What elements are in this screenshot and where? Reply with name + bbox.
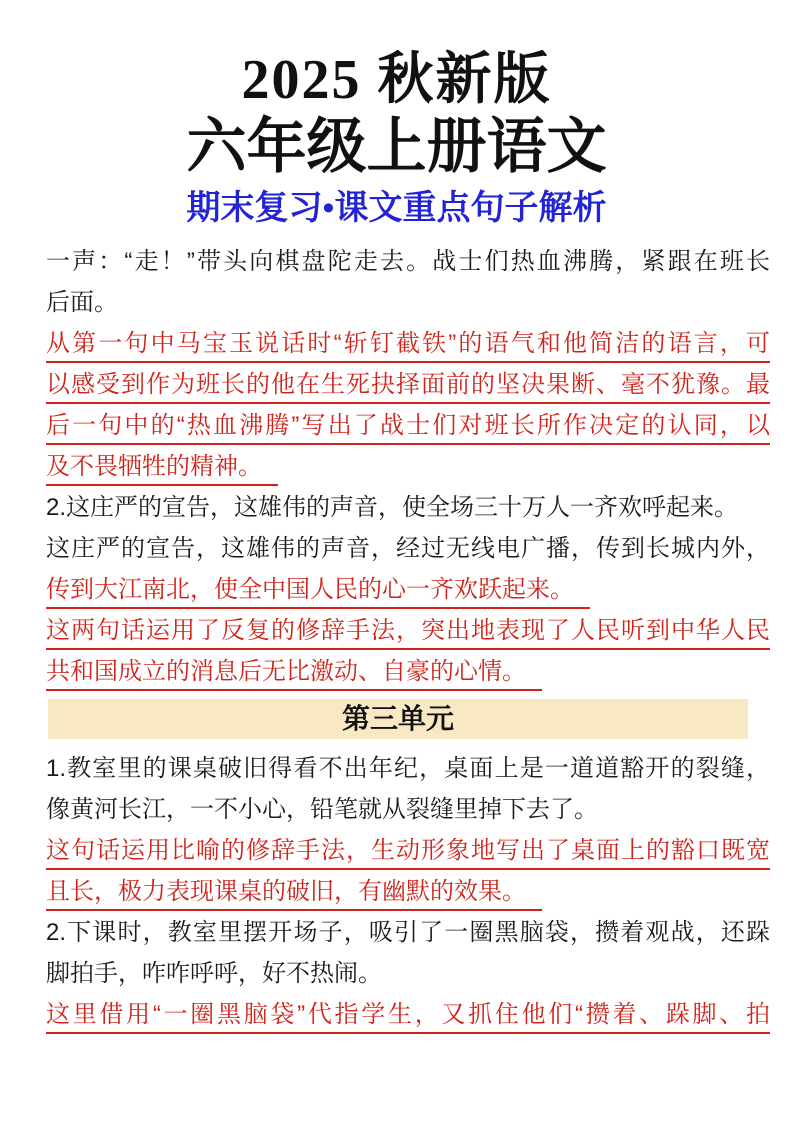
text-line <box>46 994 770 1035</box>
quote-text: 1.教室里的课桌破旧得看不出年纪，桌面上是一道道豁开的裂缝， <box>46 755 770 783</box>
analysis-text: 这里借用“一圈黑脑袋”代指学生，又抓住他们“攒着、跺脚、拍 <box>46 1001 770 1034</box>
doc-title-line1: 2025 秋新版 <box>241 49 552 111</box>
analysis-text: 从第一句中马宝玉说话时“斩钉截铁”的语气和他简洁的语言，可 <box>46 330 770 363</box>
document-header <box>0 0 793 231</box>
quote-text: 2.下课时，教室里摆开场子，吸引了一圈黑脑袋，攒着观战，还跺 <box>46 919 770 947</box>
quote-text: 一声：“走！”带头向棋盘陀走去。战士们热血沸腾，紧跟在班长 <box>46 248 770 276</box>
analysis-text: 传到大江南北，使全中国人民的心一齐欢跃起来。 <box>46 576 590 609</box>
analysis-text: 且长，极力表现课桌的破旧，有幽默的效果。 <box>46 878 542 911</box>
section-band <box>48 699 748 739</box>
quote-text: 像黄河长江，一不小心，铅笔就从裂缝里掉下去了。 <box>46 796 598 824</box>
analysis-text: 这句话运用比喻的修辞手法，生动形象地写出了桌面上的豁口既宽 <box>46 837 770 870</box>
section-band-label: 第三单元 <box>341 703 454 735</box>
text-line <box>46 953 770 994</box>
analysis-text: 以感受到作为班长的他在生死抉择面前的坚决果断、毫不犹豫。最 <box>46 371 770 404</box>
text-line <box>46 610 770 651</box>
text-line <box>46 241 770 282</box>
analysis-text: 及不畏牺牲的精神。 <box>46 453 278 486</box>
text-line <box>46 569 770 610</box>
analysis-text: 共和国成立的消息后无比激动、自豪的心情。 <box>46 658 542 691</box>
doc-subtitle: 期末复习•课文重点句子解析 <box>186 189 607 227</box>
text-line <box>46 364 770 405</box>
text-line <box>46 912 770 953</box>
text-line <box>46 748 770 789</box>
doc-title-line2: 六年级上册语文 <box>186 114 607 181</box>
text-line <box>46 789 770 830</box>
text-line <box>46 405 770 446</box>
text-line <box>46 830 770 871</box>
analysis-text: 这两句话运用了反复的修辞手法，突出地表现了人民听到中华人民 <box>46 617 770 650</box>
text-line <box>46 487 770 528</box>
body-lines <box>46 241 770 1035</box>
text-line <box>46 528 770 569</box>
text-line <box>46 323 770 364</box>
text-line <box>46 446 770 487</box>
quote-text: 后面。 <box>46 289 118 317</box>
quote-text: 2.这庄严的宣告，这雄伟的声音，使全场三十万人一齐欢呼起来。 <box>46 494 739 522</box>
analysis-text: 后一句中的“热血沸腾”写出了战士们对班长所作决定的认同，以 <box>46 412 770 445</box>
text-line <box>46 282 770 323</box>
quote-text: 脚拍手，咋咋呼呼，好不热闹。 <box>46 960 382 988</box>
text-line <box>46 651 770 692</box>
quote-text: 这庄严的宣告，这雄伟的声音，经过无线电广播，传到长城内外， <box>46 535 770 563</box>
text-line <box>46 871 770 912</box>
